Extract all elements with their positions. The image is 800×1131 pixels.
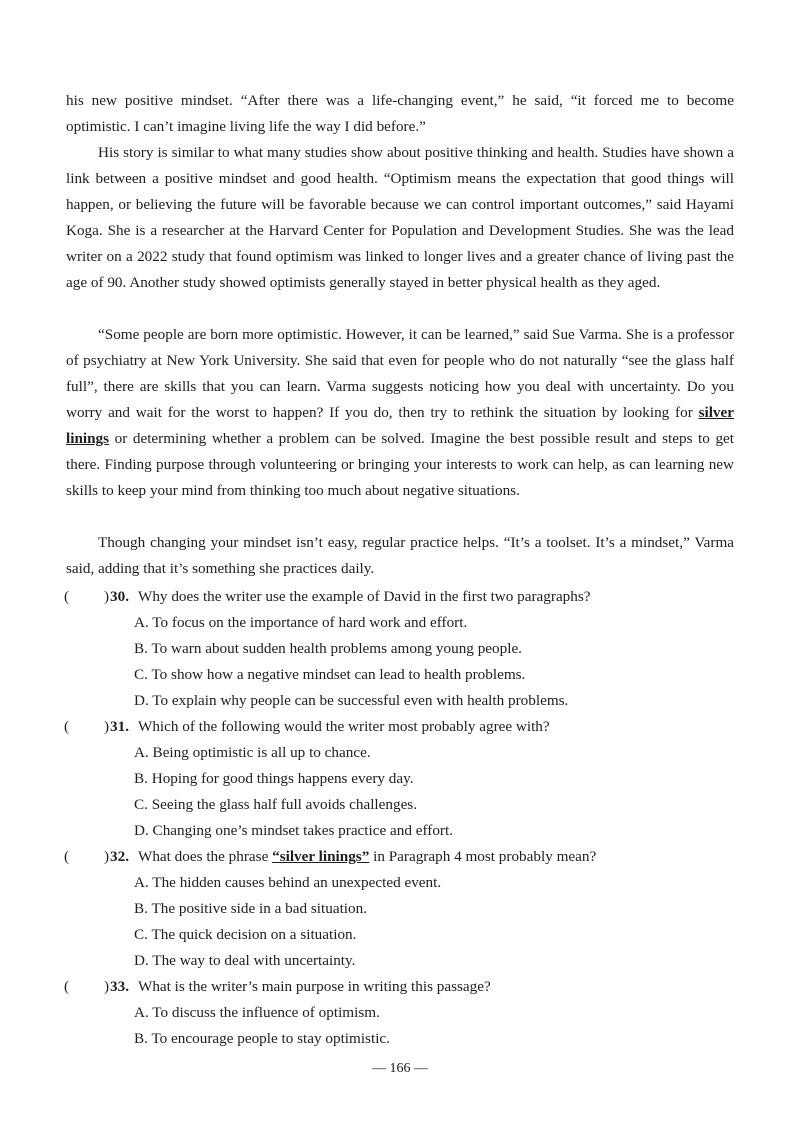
answer-bracket-close: )	[104, 718, 110, 735]
question-31-option-b: B. Hoping for good things happens every day.	[134, 770, 414, 787]
passage-paragraph-1: his new positive mindset. “After there was a life-changing event,” he said, “it forced me to become optimistic. I can’t imagine living life the way I did before.”	[66, 92, 734, 135]
question-30-option-b: B. To warn about sudden health problems among young people.	[134, 640, 522, 657]
silver-linings-phrase: “silver linings”	[272, 848, 370, 865]
answer-bracket-close: )	[104, 978, 110, 995]
question-text-after: in Paragraph 4 most probably mean?	[373, 848, 597, 865]
answer-bracket-open: (	[64, 588, 70, 605]
question-32-option-a: A. The hidden causes behind an unexpected event.	[134, 874, 442, 891]
question-30	[64, 584, 744, 610]
question-31	[64, 714, 744, 740]
question-32-option-c: C. The quick decision on a situation.	[134, 926, 357, 943]
answer-bracket-open: (	[64, 718, 70, 735]
answer-bracket-open: (	[64, 978, 70, 995]
paragraph-3-text-before: “Some people are born more optimistic. However, it can be learned,” said Sue Varma. She is a professor of psychiatry at New York University. She said that even for people who do not naturally “see the glass half full”, there are skills that you can learn. Varma suggests noticing how you deal with uncertainty. Do you worry and wait for the worst to happen? If you do, then try to rethink the situation by looking for	[66, 326, 734, 421]
answer-bracket-open: (	[64, 848, 70, 865]
question-31-option-c: C. Seeing the glass half full avoids challenges.	[134, 796, 418, 813]
passage-paragraph-4: Though changing your mindset isn’t easy, regular practice helps. “It’s a toolset. It’s a mindset,” Varma said, adding that it’s something she practices daily.	[66, 534, 734, 577]
answer-bracket-close: )	[104, 848, 110, 865]
question-text	[138, 844, 596, 870]
question-text: Which of the following would the writer most probably agree with?	[138, 718, 550, 735]
question-number: 32.	[110, 848, 129, 865]
question-32-option-d: D. The way to deal with uncertainty.	[134, 952, 356, 969]
question-31-option-d: D. Changing one’s mindset takes practice and effort.	[134, 822, 453, 839]
question-text: Why does the writer use the example of David in the first two paragraphs?	[138, 588, 591, 605]
question-30-option-d: D. To explain why people can be successful even with health problems.	[134, 692, 569, 709]
question-30-option-a: A. To focus on the importance of hard work and effort.	[134, 614, 468, 631]
paragraph-3-text-after: or determining whether a problem can be solved. Imagine the best possible result and steps to get there. Finding purpose through volunteering or bringing your interests to work can help, as can learning new skills to keep your mind from thinking too much about negative situations.	[66, 430, 734, 499]
answer-bracket-close: )	[104, 588, 110, 605]
passage-paragraph-3	[66, 322, 734, 504]
question-number: 30.	[110, 588, 129, 605]
question-30-option-c: C. To show how a negative mindset can lead to health problems.	[134, 666, 526, 683]
question-33-option-b: B. To encourage people to stay optimistic.	[134, 1030, 390, 1047]
question-text: What is the writer’s main purpose in writing this passage?	[138, 978, 491, 995]
question-text-before: What does the phrase	[138, 848, 269, 865]
silver-linings-highlight: silver linings	[66, 404, 735, 447]
question-33-option-a: A. To discuss the influence of optimism.	[134, 1004, 380, 1021]
question-number: 33.	[110, 978, 129, 995]
question-33	[64, 974, 744, 1000]
page-number: — 166 —	[372, 1061, 428, 1076]
question-32	[64, 844, 744, 870]
question-31-option-a: A. Being optimistic is all up to chance.	[134, 744, 371, 761]
question-32-option-b: B. The positive side in a bad situation.	[134, 900, 367, 917]
question-number: 31.	[110, 718, 129, 735]
passage-paragraph-2: His story is similar to what many studies show about positive thinking and health. Studies have shown a link between a positive mindset and good health. “Optimism means the expectation that good things will happen, or believing the future will be favorable because we can control important outcomes,” said Hayami Koga. She is a researcher at the Harvard Center for Population and Development Studies. She was the lead writer on a 2022 study that found optimism was linked to longer lives and a greater chance of living past the age of 90. Another study showed optimists generally stayed in better physical health as they aged.	[66, 144, 734, 291]
